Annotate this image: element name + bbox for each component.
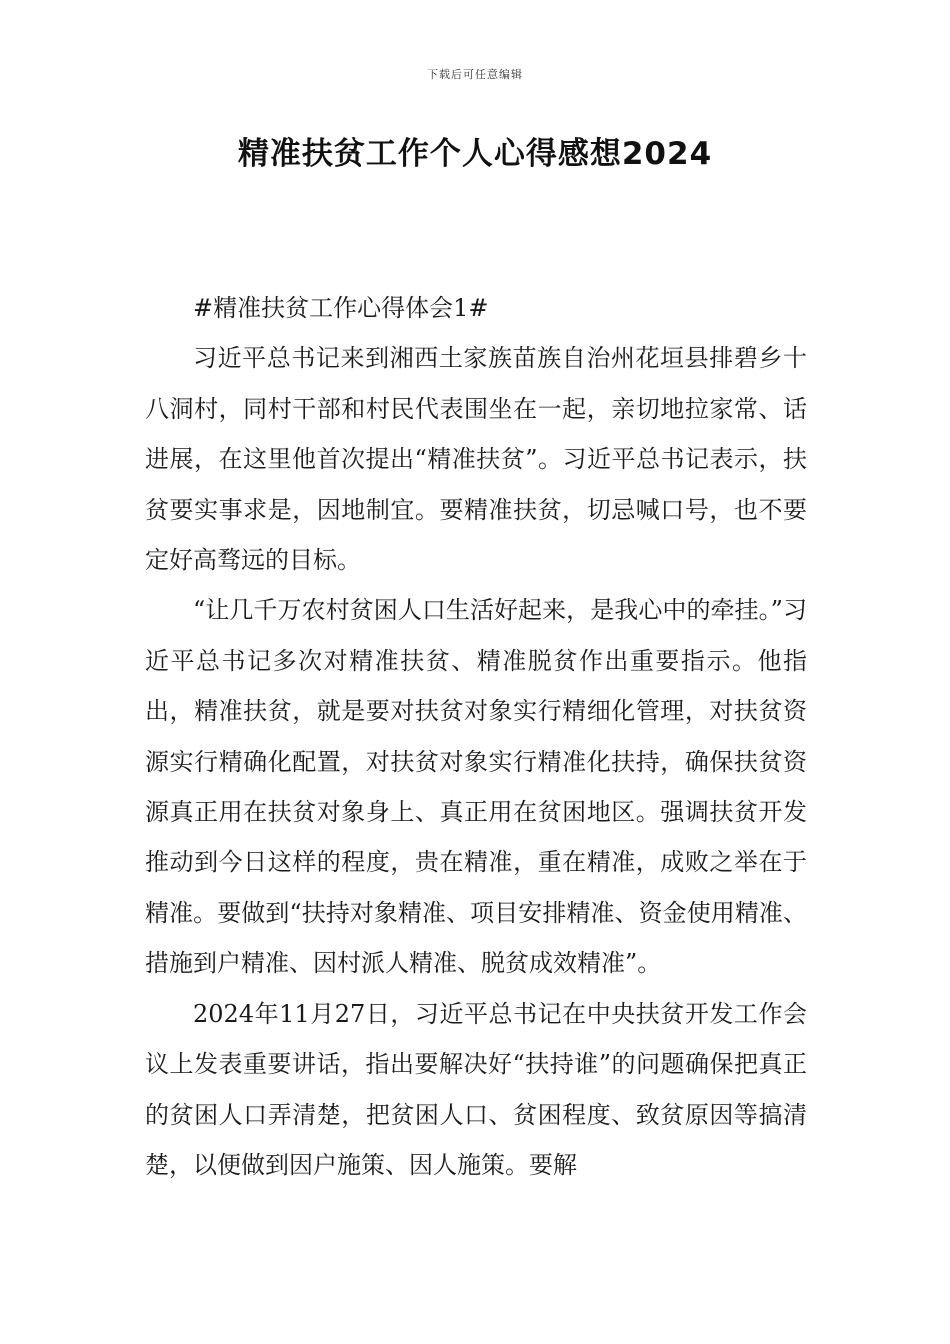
document-title: 精准扶贫工作个人心得感想2024: [237, 136, 713, 172]
document-body: [145, 283, 807, 1190]
paragraph-3: 2024年11月27日，习近平总书记在中央扶贫开发工作会议上发表重要讲话，指出要解决好“扶持谁”的问题确保把真正的贫困人口弄清楚，把贫困人口、贫困程度、致贫原因等搞清楚，以便做到因户施策、因人施策。要解: [145, 999, 807, 1179]
header-note: 下载后可任意编辑: [427, 68, 523, 81]
paragraph-1: 习近平总书记来到湘西土家族苗族自治州花垣县排碧乡十八洞村，同村干部和村民代表围坐在一起，亲切地拉家常、话进展，在这里他首次提出“精准扶贫”。习近平总书记表示，扶贫要实事求是，因地制宜。要精准扶贫，切忌喊口号，也不要定好高骛远的目标。: [145, 344, 807, 575]
paragraph-2: “让几千万农村贫困人口生活好起来，是我心中的牵挂。”习近平总书记多次对精准扶贫、精准脱贫作出重要指示。他指出，精准扶贫，就是要对扶贫对象实行精细化管理，对扶贫资源实行精确化配置，对扶贫对象实行精准化扶持，确保扶贫资源真正用在扶贫对象身上、真正用在贫困地区。强调扶贫开发推动到今日这样的程度，贵在精准，重在精准，成败之举在于精准。要做到“扶持对象精准、项目安排精准、资金使用精准、措施到户精准、因村派人精准、脱贫成效精准”。: [145, 596, 807, 978]
section-heading: #精准扶贫工作心得体会1#: [193, 294, 489, 322]
